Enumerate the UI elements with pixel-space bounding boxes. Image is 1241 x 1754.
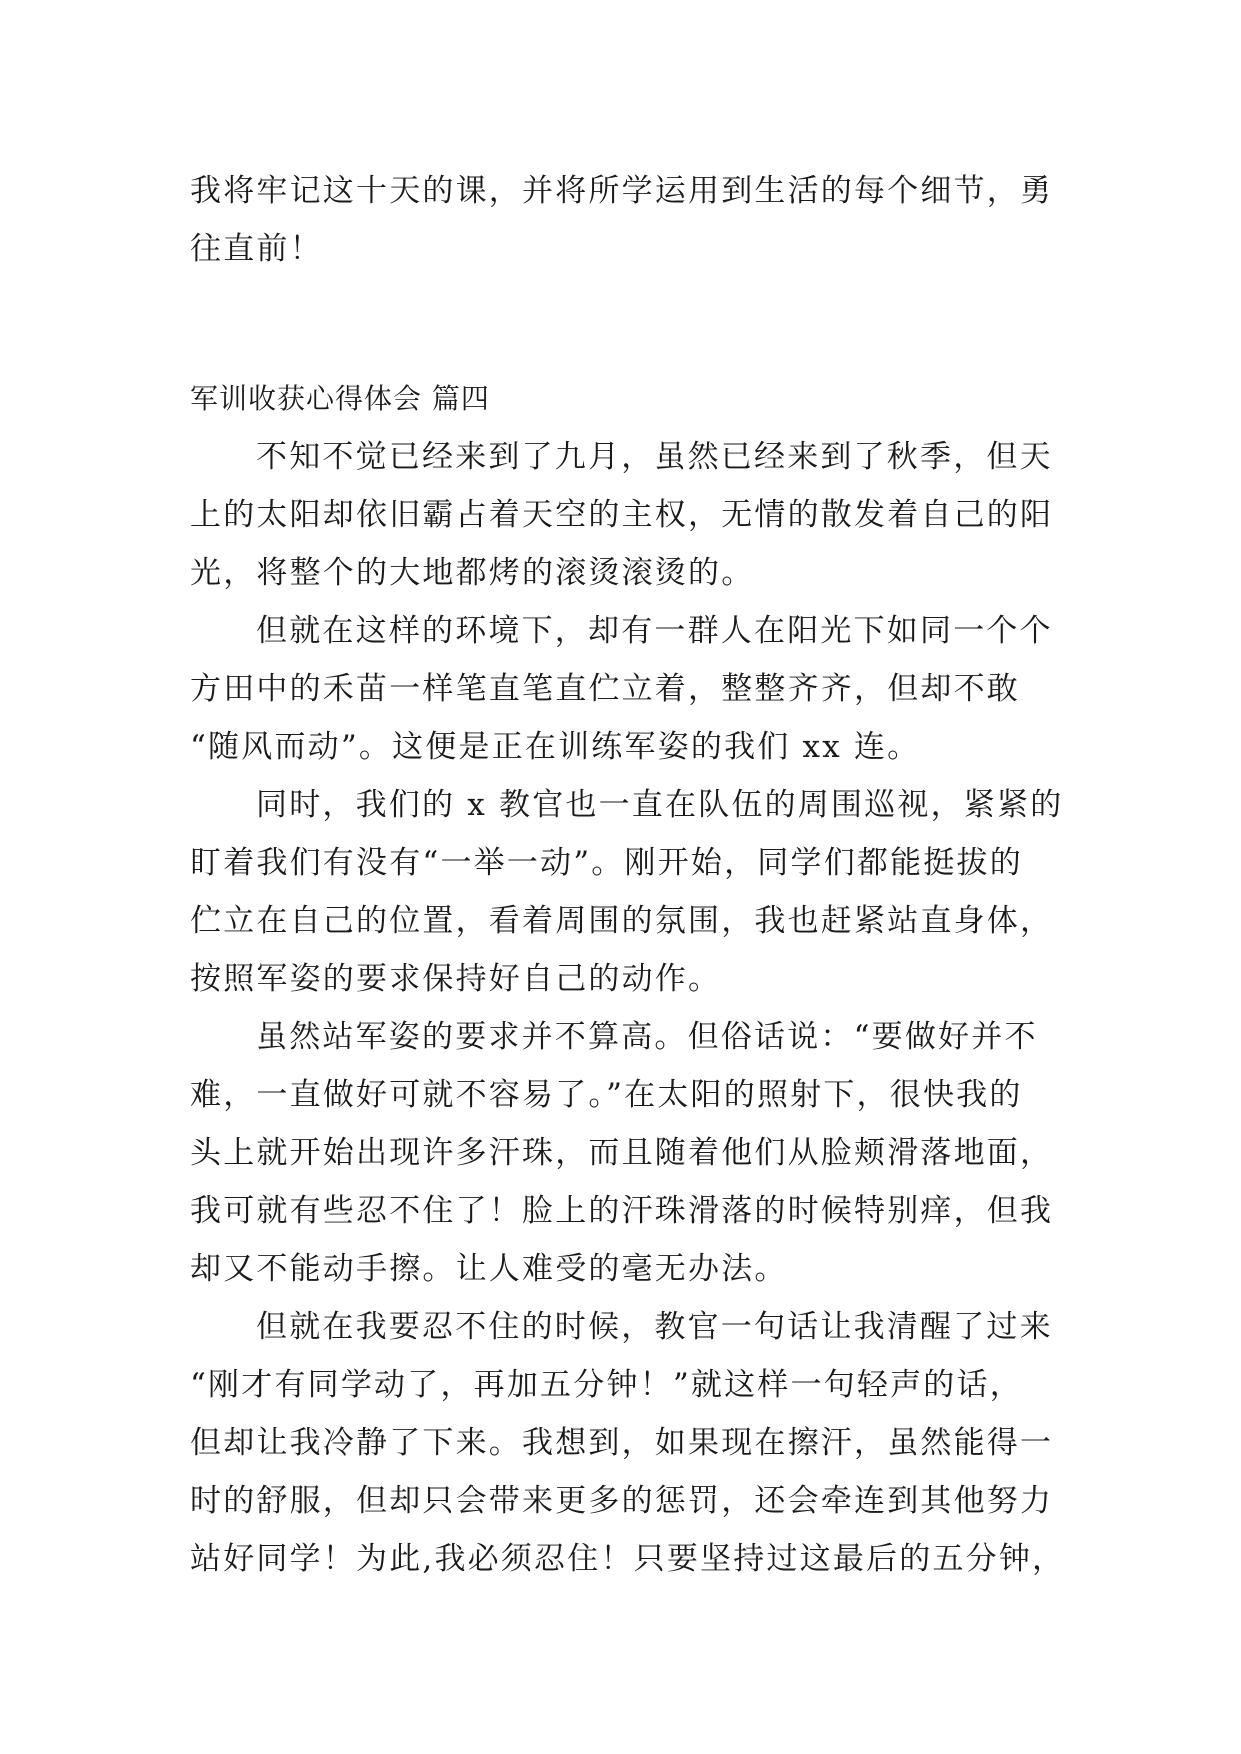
text-line: “刚才有同学动了，再加五分钟！”就这样一句轻声的话， [190,1367,1023,1403]
paragraph [190,1298,1066,1588]
text-line: “随风而动”。这便是正在训练军姿的我们 xx 连。 [190,729,921,765]
text-line: 站好同学！为此,我必须忍住！只要坚持过这最后的五分钟， [190,1541,1066,1577]
text-line: 我将牢记这十天的课，并将所学运用到生活的每个细节，勇 [190,173,1054,209]
text-line: 时的舒服，但却只会带来更多的惩罚，还会牵连到其他努力 [190,1483,1054,1519]
section-spacer [190,278,1050,370]
text-line: 但却让我冷静了下来。我想到，如果现在擦汗，虽然能得一 [190,1425,1054,1461]
text-line: 盯着我们有没有“一举一动”。刚开始，同学们都能挺拔的 [190,845,1023,881]
text-line: 我可就有些忍不住了！脸上的汗珠滑落的时候特别痒，但我 [190,1193,1054,1229]
text-line: 伫立在自己的位置，看着周围的氛围，我也赶紧站直身体， [190,903,1054,939]
paragraph [190,602,1053,776]
intro-paragraph [190,162,1054,278]
paragraph [190,776,1064,1008]
text-line: 虽然站军姿的要求并不算高。但俗话说：“要做好并不 [256,1019,1038,1055]
text-line: 难，一直做好可就不容易了。”在太阳的照射下，很快我的 [190,1077,1023,1113]
text-line: 头上就开始出现许多汗珠，而且随着他们从脸颊滑落地面， [190,1135,1054,1171]
text-line: 同时，我们的 x 教官也一直在队伍的周围巡视，紧紧的 [256,787,1064,823]
document-body [190,162,1066,1588]
text-line: 按照军姿的要求保持好自己的动作。 [190,961,722,997]
text-line: 不知不觉已经来到了九月，虽然已经来到了秋季，但天 [256,439,1053,475]
text-line: 却又不能动手擦。让人难受的毫无办法。 [190,1251,788,1287]
paragraph [190,1008,1054,1298]
text-line: 光，将整个的大地都烤的滚烫滚烫的。 [190,555,755,591]
text-line: 但就在这样的环境下，却有一群人在阳光下如同一个个 [256,613,1053,649]
text-line: 往直前！ [190,231,323,267]
section-title: 军训收获心得体会 篇四 [190,382,490,415]
text-line: 上的太阳却依旧霸占着天空的主权，无情的散发着自己的阳 [190,497,1054,533]
text-line: 方田中的禾苗一样笔直笔直伫立着，整整齐齐，但却不敢 [190,671,1020,707]
paragraph [190,428,1054,602]
text-line: 但就在我要忍不住的时候，教官一句话让我清醒了过来 [256,1309,1053,1345]
